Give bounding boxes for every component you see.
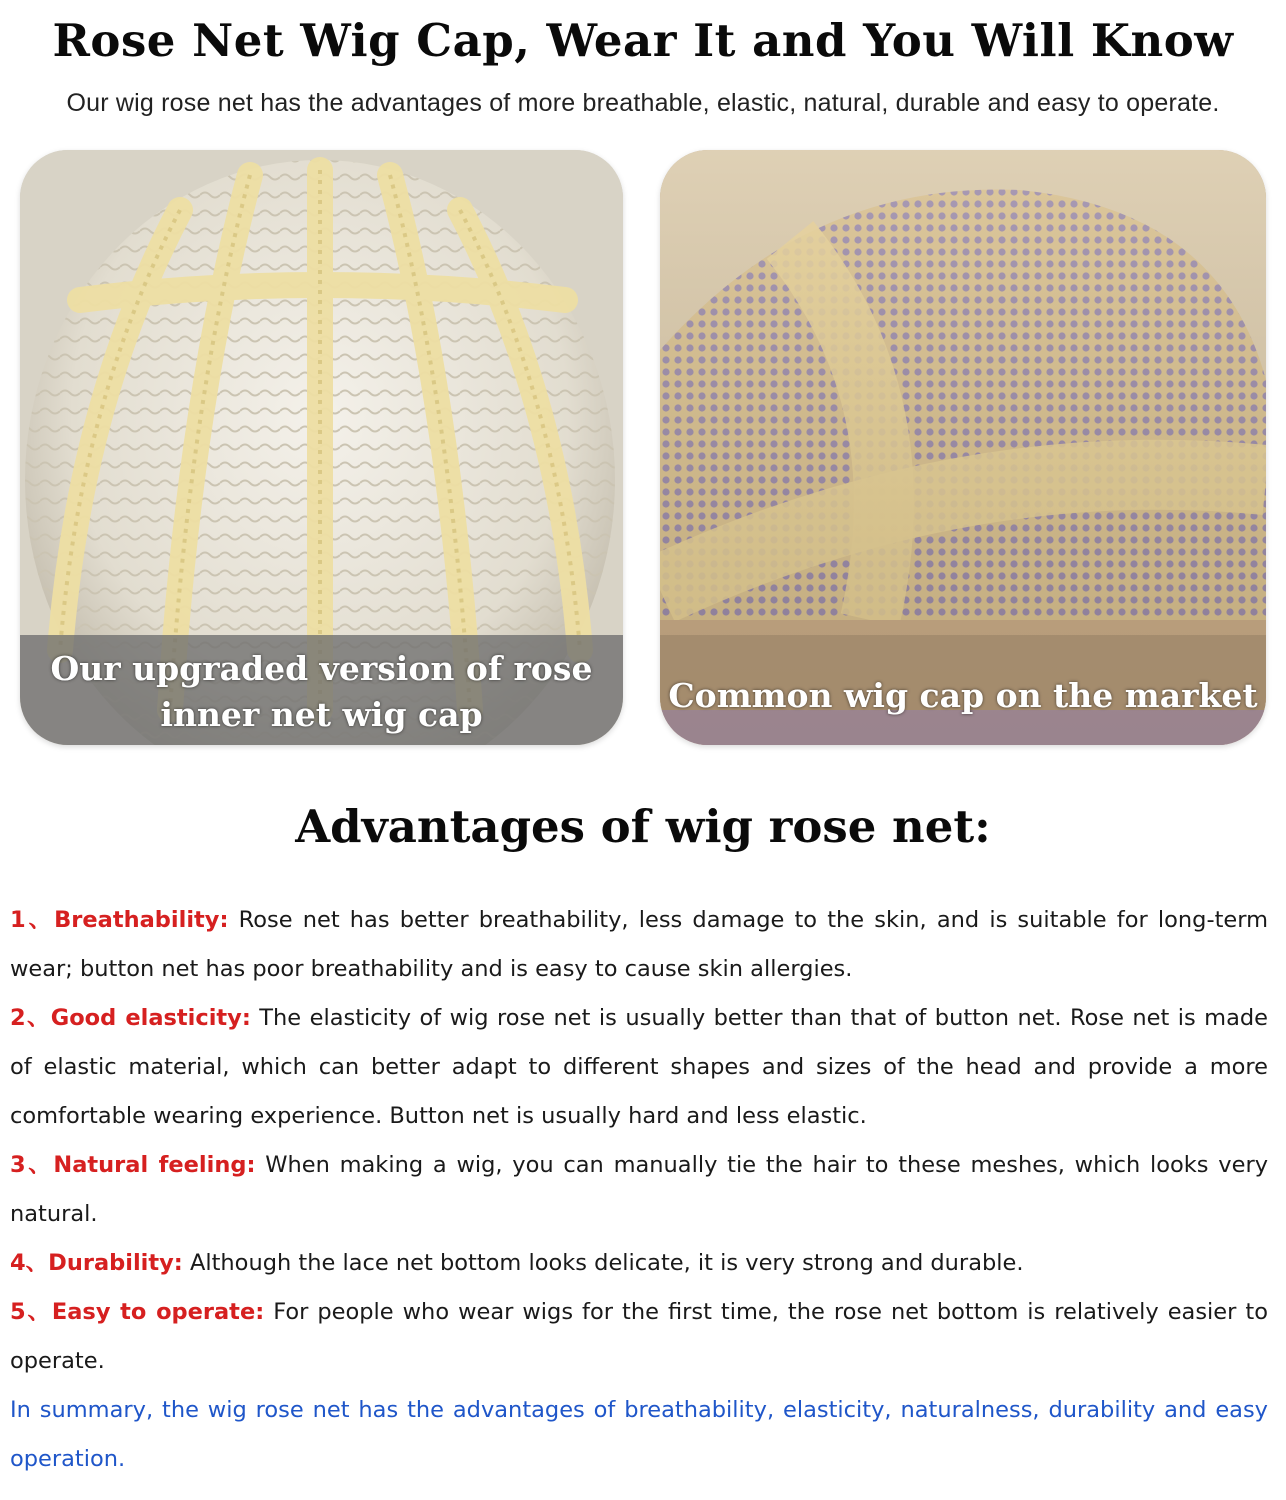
list-item [10, 1288, 1268, 1386]
item-text: When making a wig, you can manually tie the hair to these meshes, which looks very natural. [10, 1152, 1269, 1227]
item-label: 5、Easy to operate: [10, 1299, 265, 1325]
rose-net-cap-photo [20, 150, 623, 745]
page-title: Rose Net Wig Cap, Wear It and You Will Know [52, 14, 1234, 67]
list-item [10, 1239, 1268, 1288]
item-text: The elasticity of wig rose net is usually better than that of button net. Rose net is made of elastic material, which can better adapt to different shapes and sizes of the head and provide a more comfortable wearing experience. Button net is usually hard and less elastic. [10, 1005, 1268, 1129]
common-cap-photo [660, 150, 1266, 745]
common-cap-caption: Common wig cap on the market [668, 676, 1258, 715]
rose-net-caption-line1: Our upgraded version of rose [50, 649, 593, 688]
rose-net-caption [20, 646, 623, 738]
summary-text: In summary, the wig rose net has the advantages of breathability, elasticity, naturalness, durability and easy operation. [10, 1397, 1268, 1472]
item-label: 1、Breathability: [10, 907, 229, 933]
rose-net-caption-line2: inner net wig cap [160, 695, 483, 734]
list-item [10, 896, 1268, 994]
item-text: For people who wear wigs for the first time, the rose net bottom is relatively easier to operate. [10, 1299, 1269, 1374]
page-subtitle: Our wig rose net has the advantages of more breathable, elastic, natural, durable and easy to operate. [66, 89, 1220, 117]
advantages-list [10, 896, 1268, 1484]
item-label: 3、Natural feeling: [10, 1152, 256, 1178]
item-label: 4、Durability: [10, 1250, 183, 1276]
advantages-title: Advantages of wig rose net: [295, 800, 991, 853]
list-item [10, 994, 1268, 1141]
list-item [10, 1141, 1268, 1239]
item-text: Although the lace net bottom looks delicate, it is very strong and durable. [182, 1250, 1024, 1276]
item-label: 2、Good elasticity: [10, 1005, 251, 1031]
item-text: Rose net has better breathability, less damage to the skin, and is suitable for long-term wear; button net has poor breathability and is easy to cause skin allergies. [10, 907, 1269, 982]
